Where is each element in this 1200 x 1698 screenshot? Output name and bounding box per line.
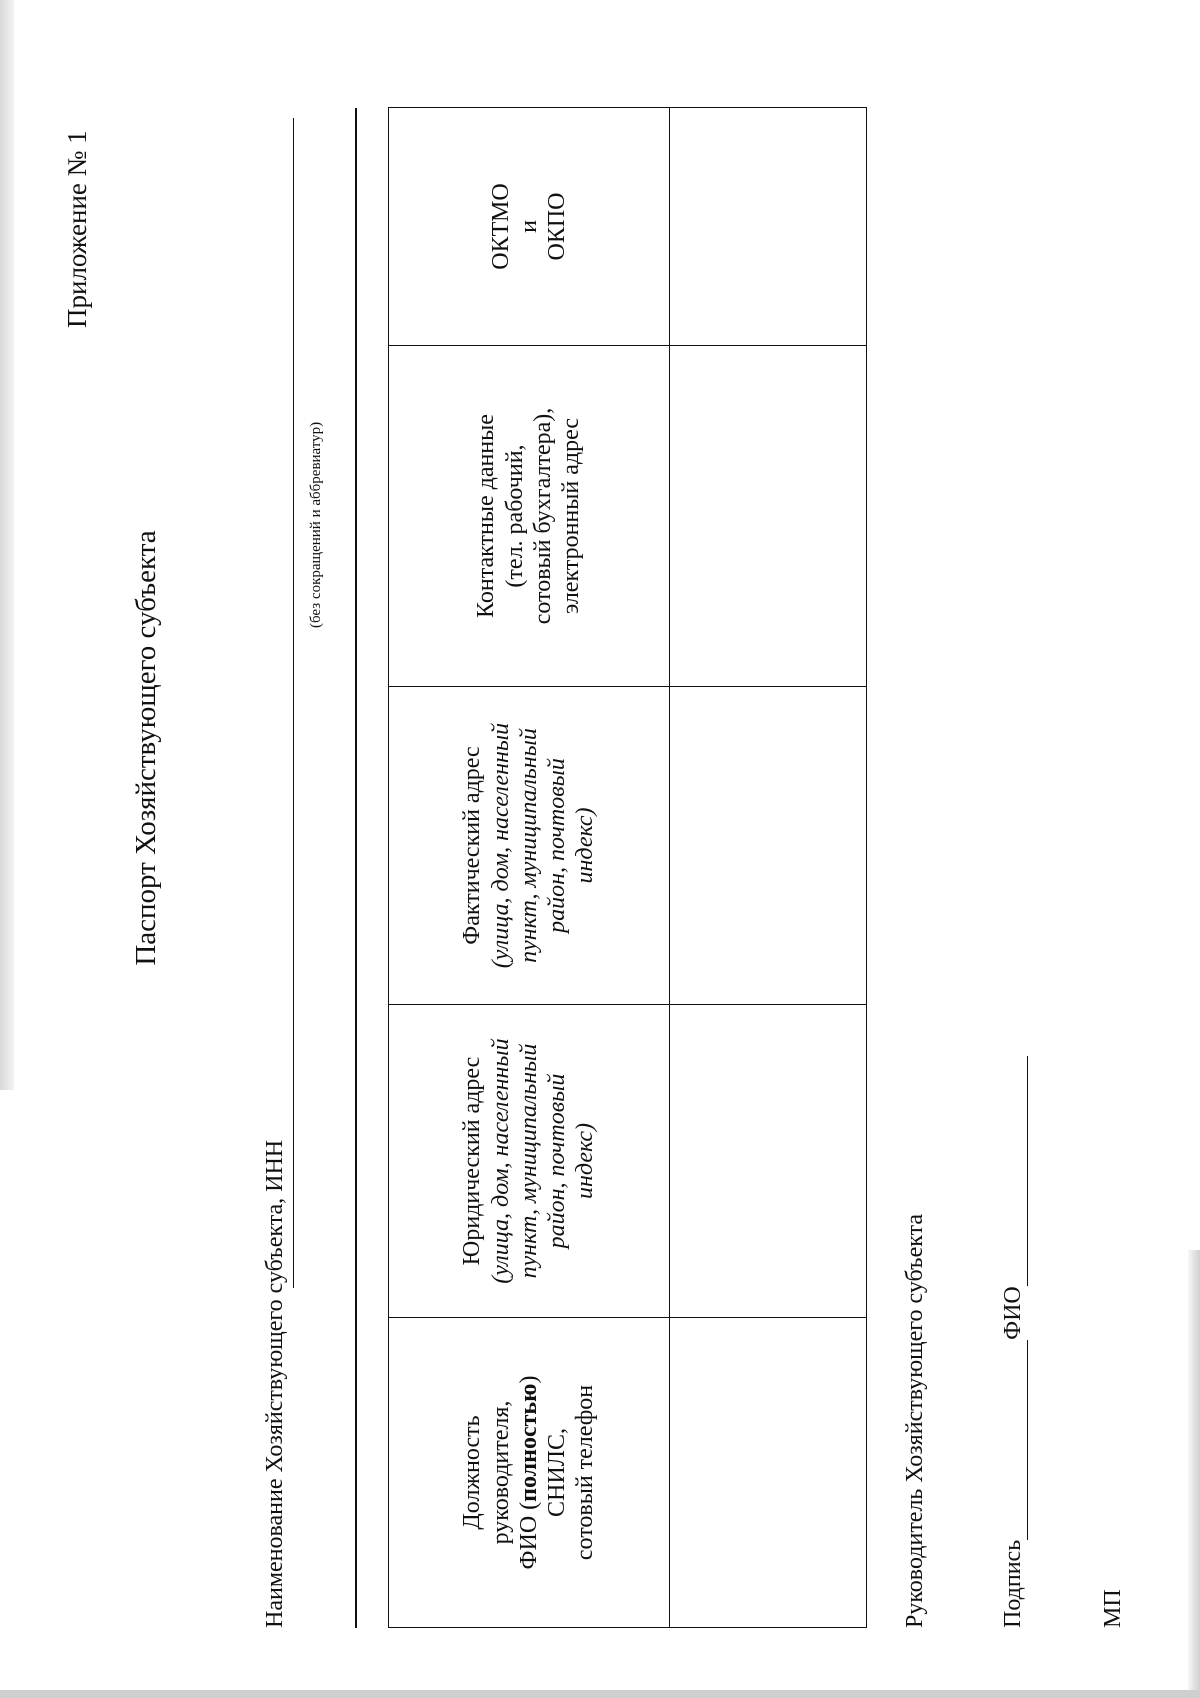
- header-contacts-line4: электронный адрес: [558, 417, 585, 615]
- entity-name-field[interactable]: [293, 118, 294, 1288]
- signature-label: Подпись: [1000, 1539, 1026, 1628]
- header-manager-fio-suffix: ): [515, 1375, 542, 1384]
- fio-label: ФИО: [1000, 1286, 1026, 1340]
- header-actual-address-detail-3: район, почтовый: [544, 758, 571, 933]
- header-actual-address-detail-1: (улица, дом, населенный: [487, 722, 514, 969]
- header-manager-line2: руководителя,: [487, 1400, 514, 1545]
- signature-row: [1000, 1056, 1028, 1628]
- header-codes-line1: ОКТМО: [487, 183, 514, 270]
- cell-contacts[interactable]: [670, 346, 867, 687]
- header-legal-address-title: Юридический адрес: [459, 1056, 486, 1266]
- entity-name-label: Наименование Хозяйствующего субъекта, ИНН: [262, 1139, 288, 1628]
- head-label: Руководитель Хозяйствующего субъекта: [902, 1214, 928, 1628]
- table-header-row: [389, 108, 670, 1628]
- header-actual-address-title: Фактический адрес: [459, 746, 486, 945]
- header-legal-address-detail-1: (улица, дом, населенный: [487, 1038, 514, 1284]
- document-title: Паспорт Хозяйствующего субъекта: [130, 530, 162, 966]
- header-legal-address-detail-4: индекс): [572, 1123, 599, 1199]
- fio-field[interactable]: [1000, 1056, 1028, 1286]
- header-contacts-line2: (тел. рабочий,: [501, 444, 528, 588]
- header-actual-address-detail-2: пункт, муниципальный: [515, 728, 542, 963]
- header-codes: [389, 108, 670, 346]
- header-manager-line5: сотовый телефон: [572, 1384, 599, 1561]
- header-manager-fio-bold: полностью: [515, 1383, 542, 1502]
- header-manager: [389, 1318, 670, 1628]
- appendix-label: Приложение № 1: [62, 130, 92, 328]
- stamp-label: МП: [1100, 1589, 1126, 1628]
- entity-name-second-line: [355, 108, 357, 1628]
- cell-manager[interactable]: [670, 1318, 867, 1628]
- header-legal-address: [389, 1005, 670, 1318]
- cell-legal-address[interactable]: [670, 1005, 867, 1318]
- header-manager-line1: Должность: [459, 1415, 486, 1530]
- header-contacts-line1: Контактные данные: [473, 414, 500, 618]
- cell-actual-address[interactable]: [670, 687, 867, 1005]
- table-row: [670, 108, 867, 1628]
- header-contacts: [389, 346, 670, 687]
- entity-name-note: (без сокращений и аббревиатур): [308, 421, 324, 628]
- header-legal-address-detail-2: пункт, муниципальный: [515, 1043, 542, 1279]
- header-legal-address-detail-3: район, почтовый: [544, 1073, 571, 1249]
- signature-field[interactable]: [1000, 1340, 1028, 1540]
- header-codes-line2: и: [515, 220, 542, 233]
- header-manager-line3: [515, 1328, 543, 1617]
- header-manager-line4: СНИЛС,: [544, 1428, 571, 1517]
- header-contacts-line3: сотовый бухгалтера),: [530, 407, 556, 625]
- header-manager-fio-prefix: ФИО (: [515, 1501, 542, 1570]
- header-actual-address: [389, 687, 670, 1005]
- cell-codes[interactable]: [670, 108, 867, 346]
- header-actual-address-detail-4: индекс): [572, 807, 599, 884]
- header-codes-line3: ОКПО: [544, 192, 571, 261]
- passport-table: [388, 107, 867, 1628]
